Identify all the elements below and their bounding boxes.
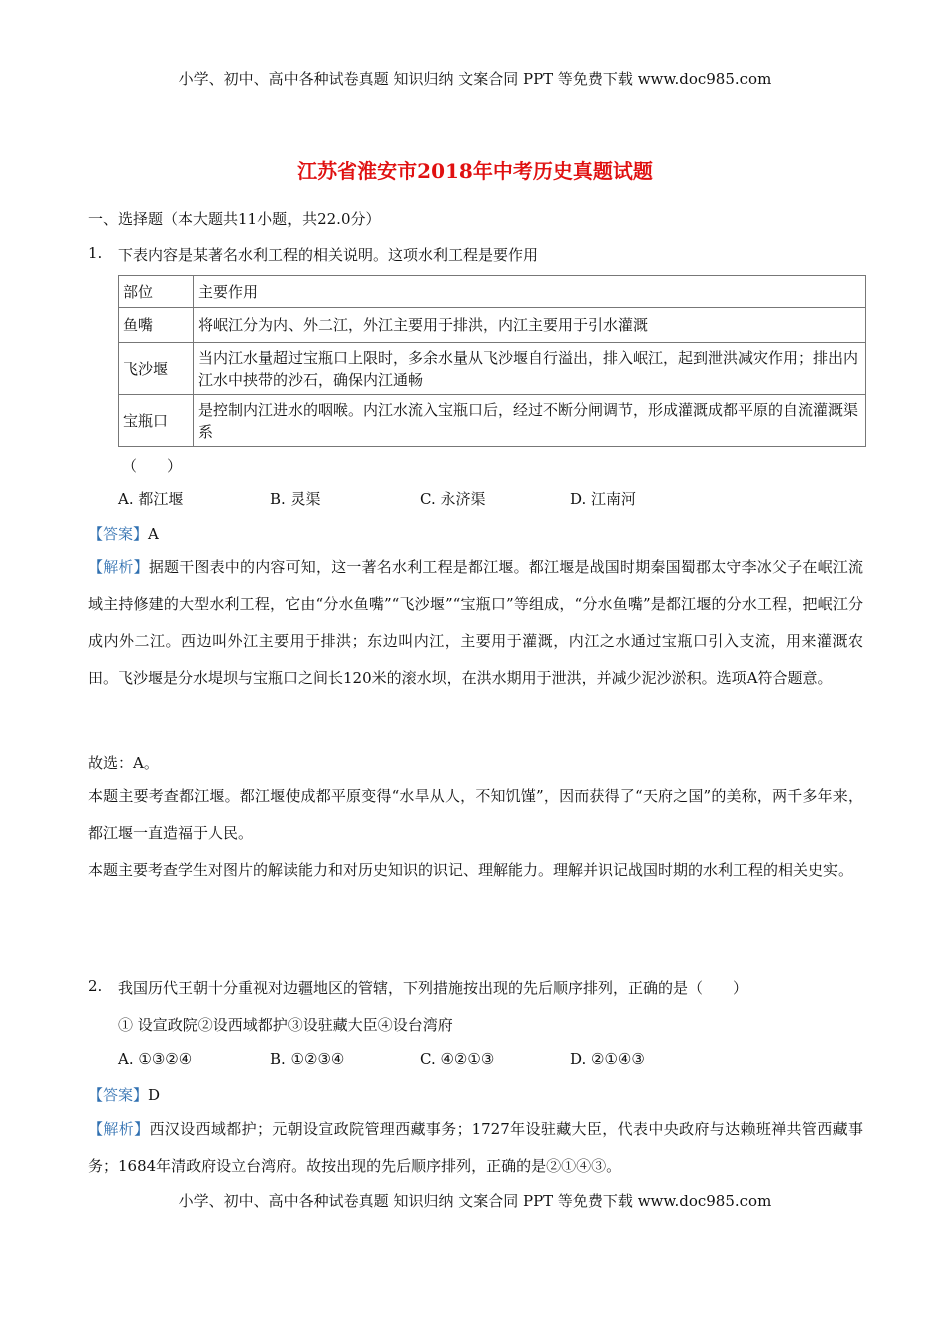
q1-stem: 下表内容是某著名水利工程的相关说明。这项水利工程是要作用 [118,246,539,264]
analysis-tag: 【解析】 [88,558,149,576]
q2-option-c: C. ④②①③ [420,1050,495,1068]
q2-option-d: D. ②①④③ [570,1050,645,1068]
q1-analysis [88,549,863,697]
q1-table [118,275,866,447]
answer-value: D [148,1086,161,1104]
answer-value: A [148,525,159,543]
answer-tag: 【答案】 [88,525,149,543]
q1-conclusion: 故选：A。 [88,754,159,772]
q2-answer [88,1084,160,1105]
analysis-tag: 【解析】 [88,1120,150,1138]
q1-option-b: B. 灵渠 [270,490,321,508]
table-header-cell: 主要作用 [194,276,866,308]
q1-note-2: 本题主要考查学生对图片的解读能力和对历史知识的识记、理解能力。理解并识记战国时期的水利工程的相关史实。 [88,861,854,879]
table-cell: 是控制内江进水的咽喉。内江水流入宝瓶口后，经过不断分闸调节，形成灌溉成都平原的自流灌溉渠系 [194,395,866,447]
table-header-row [119,276,866,308]
q1-note-1: 本题主要考查都江堰。都江堰使成都平原变得“水旱从人，不知饥馑”，因而获得了“天府之国”的美称，两千多年来，都江堰一直造福于人民。 [88,787,863,842]
answer-tag: 【答案】 [88,1086,149,1104]
analysis-text: 据题干图表中的内容可知，这一著名水利工程是都江堰。都江堰是战国时期秦国蜀郡太守李冰父子在岷江流域主持修建的大型水利工程，它由“分水鱼嘴”“飞沙堰”“宝瓶口”等组成，“分水鱼嘴”是都江堰的分水工程，把岷江分成内外二江。西边叫外江主要用于排洪；东边叫内江，主要用于灌溉，内江之水通过宝瓶口引入支流，用来灌溉农田。飞沙堰是分水堤坝与宝瓶口之间长120米的滚水坝，在洪水期用于泄洪，并减少泥沙淤积。选项A符合题意。 [88,558,863,687]
table-row [119,308,866,343]
q1-paren: （ ） [122,457,183,475]
table-row [119,395,866,447]
table-cell: 当内江水量超过宝瓶口上限时，多余水量从飞沙堰自行溢出，排入岷江，起到泄洪减灾作用；排出内江水中挟带的沙石，确保内江通畅 [194,343,866,395]
analysis-text: 西汉设西域都护；元朝设宣政院管理西藏事务；1727年设驻藏大臣，代表中央政府与达赖班禅共管西藏事务；1684年清政府设立台湾府。故按出现的先后顺序排列，正确的是②①④③。 [88,1120,863,1175]
q1-option-d: D. 江南河 [570,490,637,508]
page-header: 小学、初中、高中各种试卷真题 知识归纳 文案合同 PPT 等免费下载 www.doc985.com [178,70,772,88]
section-heading: 一、选择题（本大题共11小题，共22.0分） [88,210,381,228]
q2-option-b: B. ①②③④ [270,1050,345,1068]
q2-analysis [88,1111,863,1185]
table-header-cell: 部位 [119,276,194,308]
q2-number: 2. [88,977,103,995]
page-footer: 小学、初中、高中各种试卷真题 知识归纳 文案合同 PPT 等免费下载 www.doc985.com [178,1192,772,1210]
q1-answer [88,523,159,544]
q1-option-a: A. 都江堰 [118,490,184,508]
table-cell: 将岷江分为内、外二江，外江主要用于排洪，内江主要用于引水灌溉 [194,308,866,343]
q2-items: ① 设宣政院②设西域都护③设驻藏大臣④设台湾府 [118,1016,453,1034]
table-cell: 鱼嘴 [119,308,194,343]
table-cell: 飞沙堰 [119,343,194,395]
table-cell: 宝瓶口 [119,395,194,447]
q2-stem: 我国历代王朝十分重视对边疆地区的管辖，下列措施按出现的先后顺序排列，正确的是（ ） [118,979,749,997]
q1-number: 1. [88,244,103,262]
q2-option-a: A. ①③②④ [118,1050,193,1068]
q1-option-c: C. 永济渠 [420,490,486,508]
page-title: 江苏省淮安市2018年中考历史真题试题 [297,159,653,183]
table-row [119,343,866,395]
